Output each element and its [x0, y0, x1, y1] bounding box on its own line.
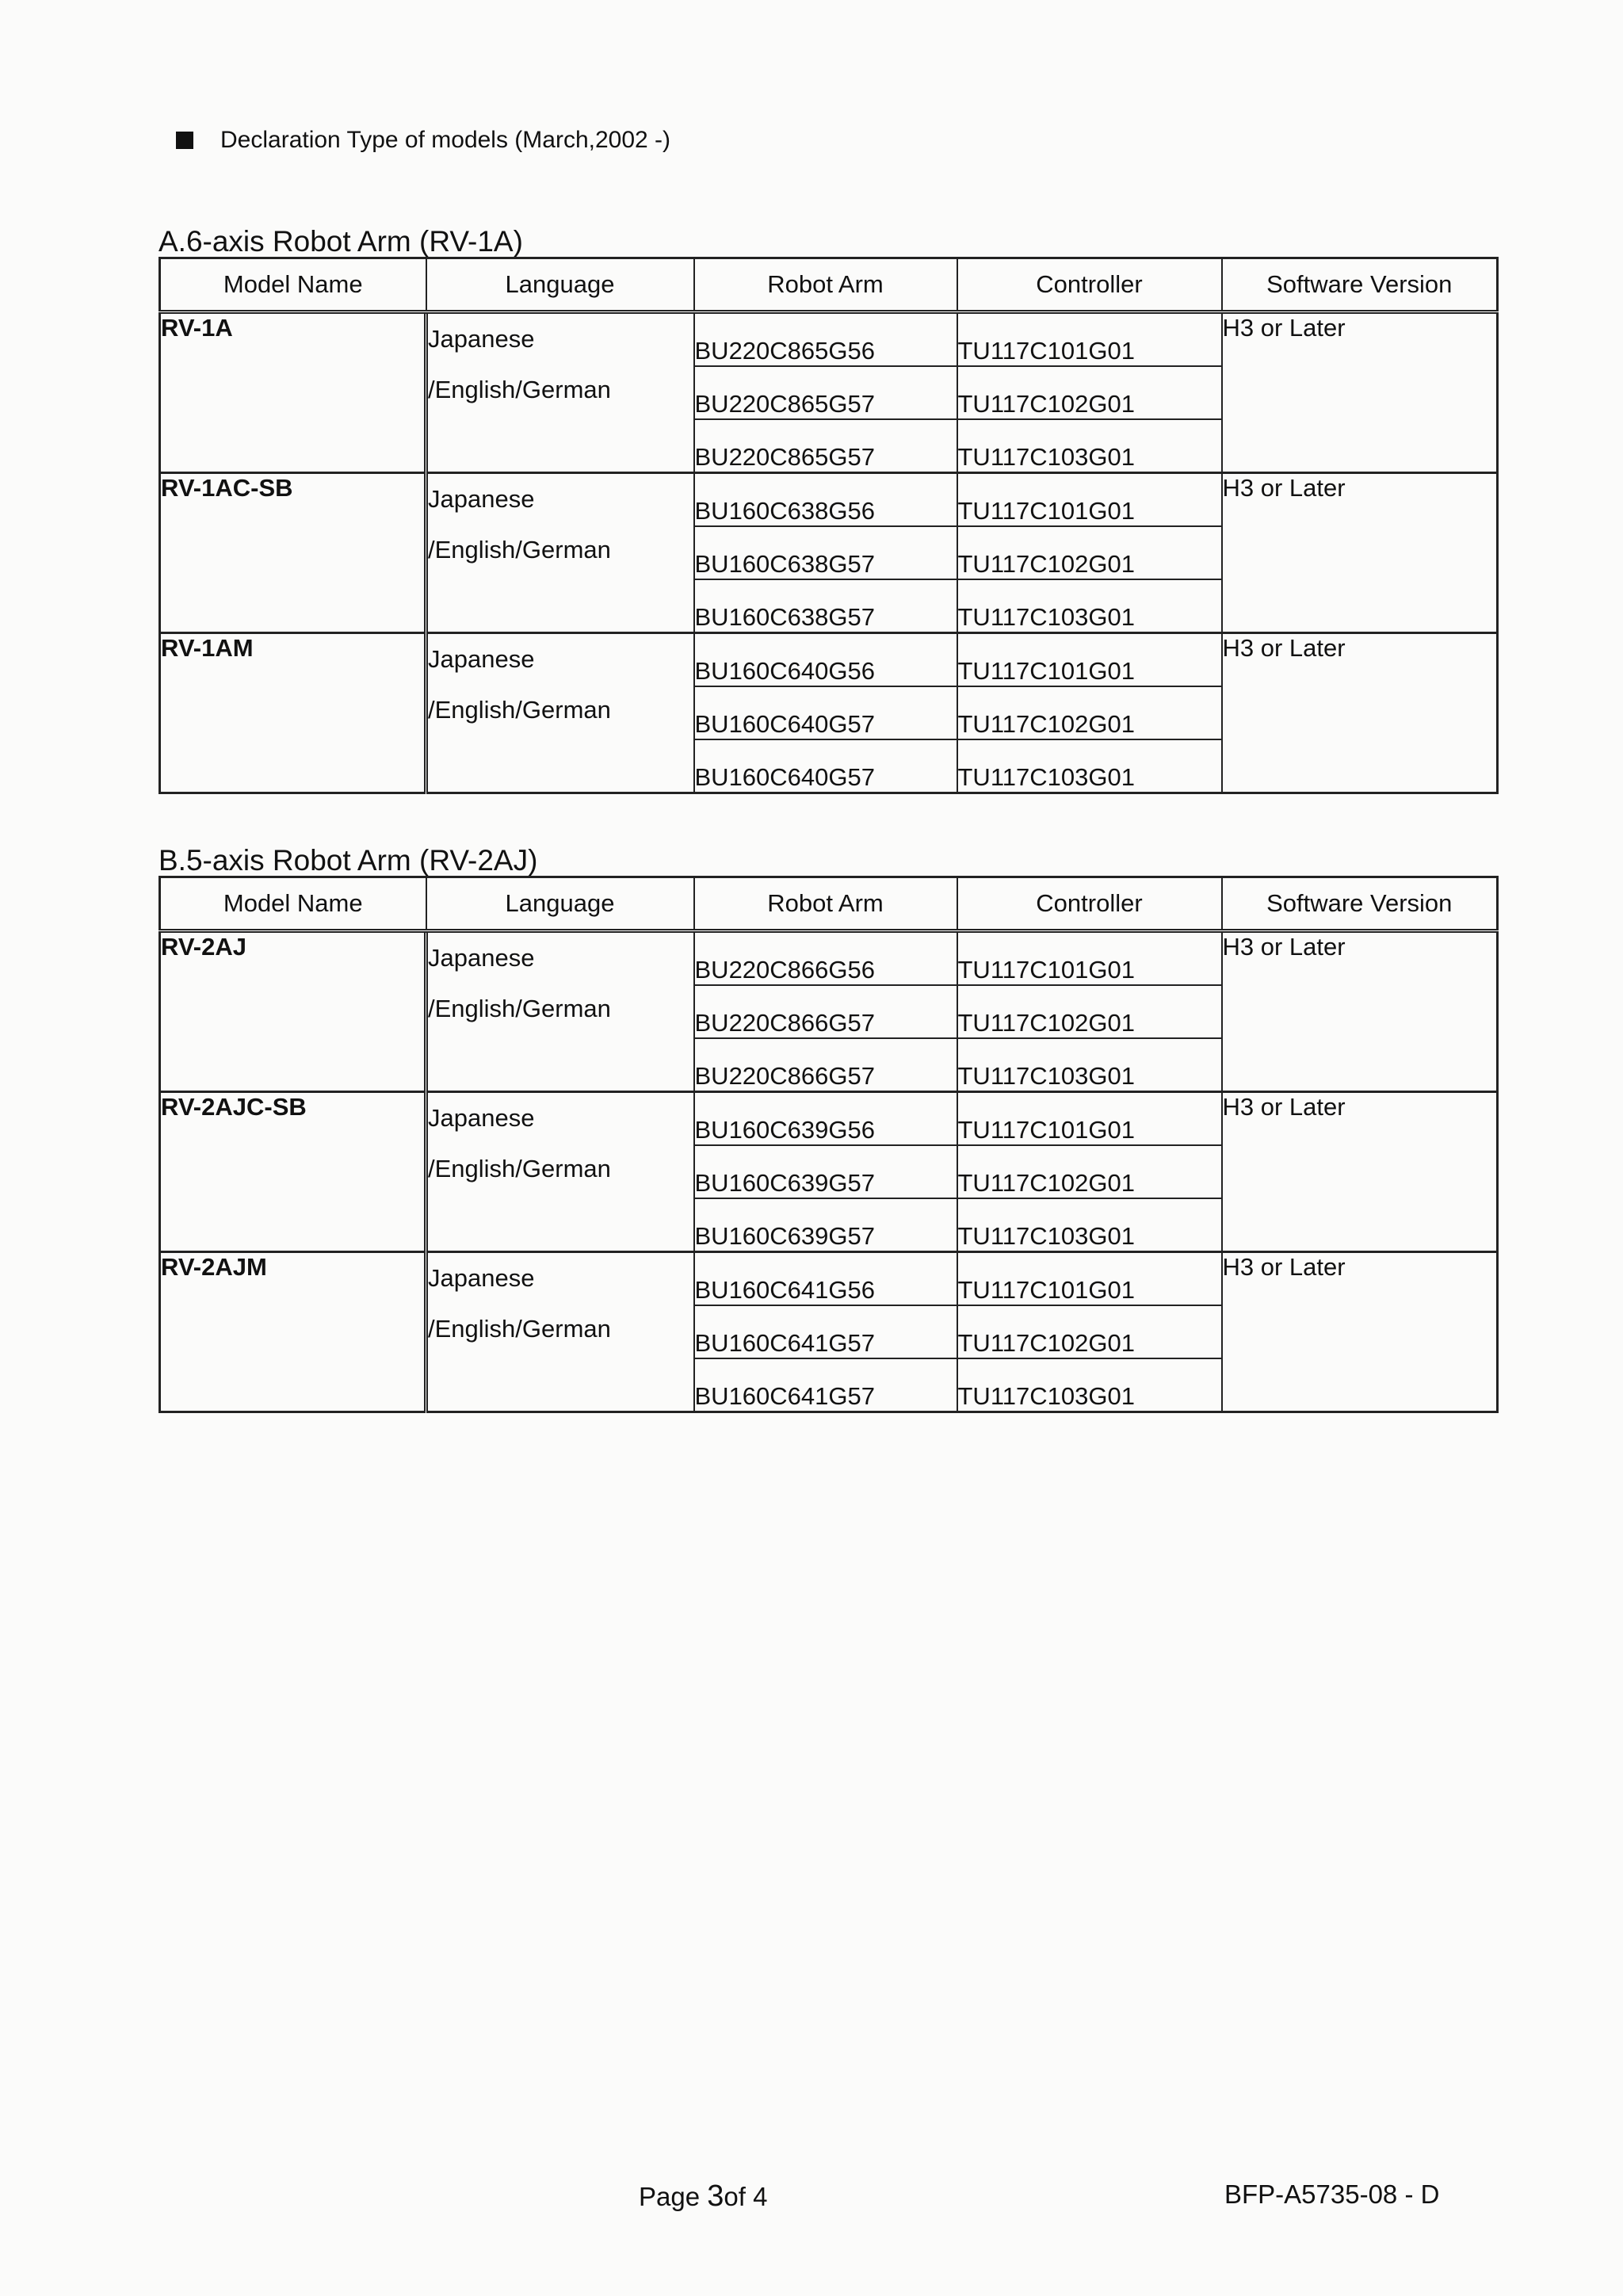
- model-name-cell: RV-1A: [160, 312, 426, 473]
- model-name-cell: RV-2AJ: [160, 931, 426, 1092]
- language-line-1: Japanese: [428, 485, 535, 513]
- model-name-cell: RV-2AJC-SB: [160, 1092, 426, 1252]
- software-version-cell: H3 or Later: [1222, 1252, 1498, 1412]
- language-line-2: /English/German: [428, 376, 611, 403]
- software-version-cell: H3 or Later: [1222, 931, 1498, 1092]
- section-b-table: [158, 876, 1499, 1413]
- col-header-controller: Controller: [957, 877, 1222, 931]
- robot-arm-cell: BU220C865G57: [694, 366, 957, 419]
- model-name-cell: RV-1AM: [160, 633, 426, 793]
- col-header-language: Language: [426, 258, 694, 312]
- language-line-2: /English/German: [428, 1155, 611, 1182]
- controller-cell: TU117C103G01: [957, 1038, 1222, 1092]
- controller-cell: TU117C101G01: [957, 1252, 1222, 1306]
- robot-arm-cell: BU220C866G57: [694, 985, 957, 1038]
- table-row: [160, 1252, 1498, 1306]
- document-id: BFP-A5735-08 - D: [1224, 2179, 1440, 2209]
- software-version-cell: H3 or Later: [1222, 1092, 1498, 1252]
- language-line-2: /English/German: [428, 1315, 611, 1343]
- robot-arm-cell: BU160C640G57: [694, 739, 957, 793]
- controller-cell: TU117C103G01: [957, 579, 1222, 633]
- col-header-software: Software Version: [1222, 877, 1498, 931]
- robot-arm-cell: BU220C865G56: [694, 312, 957, 367]
- language-line-1: Japanese: [428, 1104, 535, 1132]
- robot-arm-cell: BU160C639G57: [694, 1198, 957, 1252]
- language-line-2: /English/German: [428, 696, 611, 724]
- controller-cell: TU117C101G01: [957, 473, 1222, 527]
- controller-cell: TU117C103G01: [957, 1358, 1222, 1412]
- software-version-cell: H3 or Later: [1222, 633, 1498, 793]
- language-line-1: Japanese: [428, 1264, 535, 1292]
- robot-arm-cell: BU160C641G57: [694, 1358, 957, 1412]
- robot-arm-cell: BU160C641G56: [694, 1252, 957, 1306]
- controller-cell: TU117C101G01: [957, 931, 1222, 986]
- language-cell: [426, 473, 694, 633]
- robot-arm-cell: BU160C639G56: [694, 1092, 957, 1146]
- controller-cell: TU117C101G01: [957, 1092, 1222, 1146]
- robot-arm-cell: BU160C640G56: [694, 633, 957, 687]
- language-cell: [426, 1252, 694, 1412]
- bullet-square-icon: [176, 132, 193, 149]
- language-cell: [426, 931, 694, 1092]
- page-number: 3: [707, 2179, 724, 2213]
- page-of: of 4: [724, 2182, 768, 2211]
- table-row: [160, 633, 1498, 687]
- col-header-software: Software Version: [1222, 258, 1498, 312]
- software-version-cell: H3 or Later: [1222, 312, 1498, 473]
- language-cell: [426, 312, 694, 473]
- robot-arm-cell: BU160C638G57: [694, 526, 957, 579]
- col-header-model: Model Name: [160, 258, 426, 312]
- software-version-cell: H3 or Later: [1222, 473, 1498, 633]
- col-header-language: Language: [426, 877, 694, 931]
- col-header-controller: Controller: [957, 258, 1222, 312]
- controller-cell: TU117C103G01: [957, 739, 1222, 793]
- robot-arm-cell: BU220C866G57: [694, 1038, 957, 1092]
- robot-arm-cell: BU220C865G57: [694, 419, 957, 473]
- controller-cell: TU117C102G01: [957, 985, 1222, 1038]
- page-indicator: [639, 2179, 767, 2214]
- robot-arm-cell: BU220C866G56: [694, 931, 957, 986]
- col-header-model: Model Name: [160, 877, 426, 931]
- language-line-2: /English/German: [428, 536, 611, 563]
- table-header-row: [160, 877, 1498, 931]
- table-row: [160, 931, 1498, 986]
- controller-cell: TU117C102G01: [957, 526, 1222, 579]
- controller-cell: TU117C102G01: [957, 1305, 1222, 1358]
- declaration-heading: [176, 127, 670, 154]
- robot-arm-cell: BU160C640G57: [694, 686, 957, 739]
- controller-cell: TU117C101G01: [957, 633, 1222, 687]
- declaration-heading-text: Declaration Type of models (March,2002 -): [220, 127, 671, 153]
- controller-cell: TU117C103G01: [957, 419, 1222, 473]
- controller-cell: TU117C102G01: [957, 686, 1222, 739]
- section-b-title: B.5-axis Robot Arm (RV-2AJ): [158, 844, 538, 877]
- robot-arm-cell: BU160C639G57: [694, 1145, 957, 1198]
- table-header-row: [160, 258, 1498, 312]
- language-cell: [426, 633, 694, 793]
- robot-arm-cell: BU160C638G56: [694, 473, 957, 527]
- robot-arm-cell: BU160C641G57: [694, 1305, 957, 1358]
- language-line-1: Japanese: [428, 645, 535, 673]
- language-line-1: Japanese: [428, 944, 535, 972]
- language-cell: [426, 1092, 694, 1252]
- controller-cell: TU117C103G01: [957, 1198, 1222, 1252]
- table-row: [160, 312, 1498, 367]
- section-a-table: [158, 257, 1499, 794]
- col-header-robot-arm: Robot Arm: [694, 877, 957, 931]
- section-a-title: A.6-axis Robot Arm (RV-1A): [158, 225, 523, 258]
- language-line-2: /English/German: [428, 995, 611, 1022]
- robot-arm-cell: BU160C638G57: [694, 579, 957, 633]
- controller-cell: TU117C102G01: [957, 1145, 1222, 1198]
- table-row: [160, 1092, 1498, 1146]
- model-name-cell: RV-2AJM: [160, 1252, 426, 1412]
- page-label: Page: [639, 2182, 701, 2211]
- controller-cell: TU117C102G01: [957, 366, 1222, 419]
- controller-cell: TU117C101G01: [957, 312, 1222, 367]
- table-row: [160, 473, 1498, 527]
- model-name-cell: RV-1AC-SB: [160, 473, 426, 633]
- language-line-1: Japanese: [428, 325, 535, 353]
- col-header-robot-arm: Robot Arm: [694, 258, 957, 312]
